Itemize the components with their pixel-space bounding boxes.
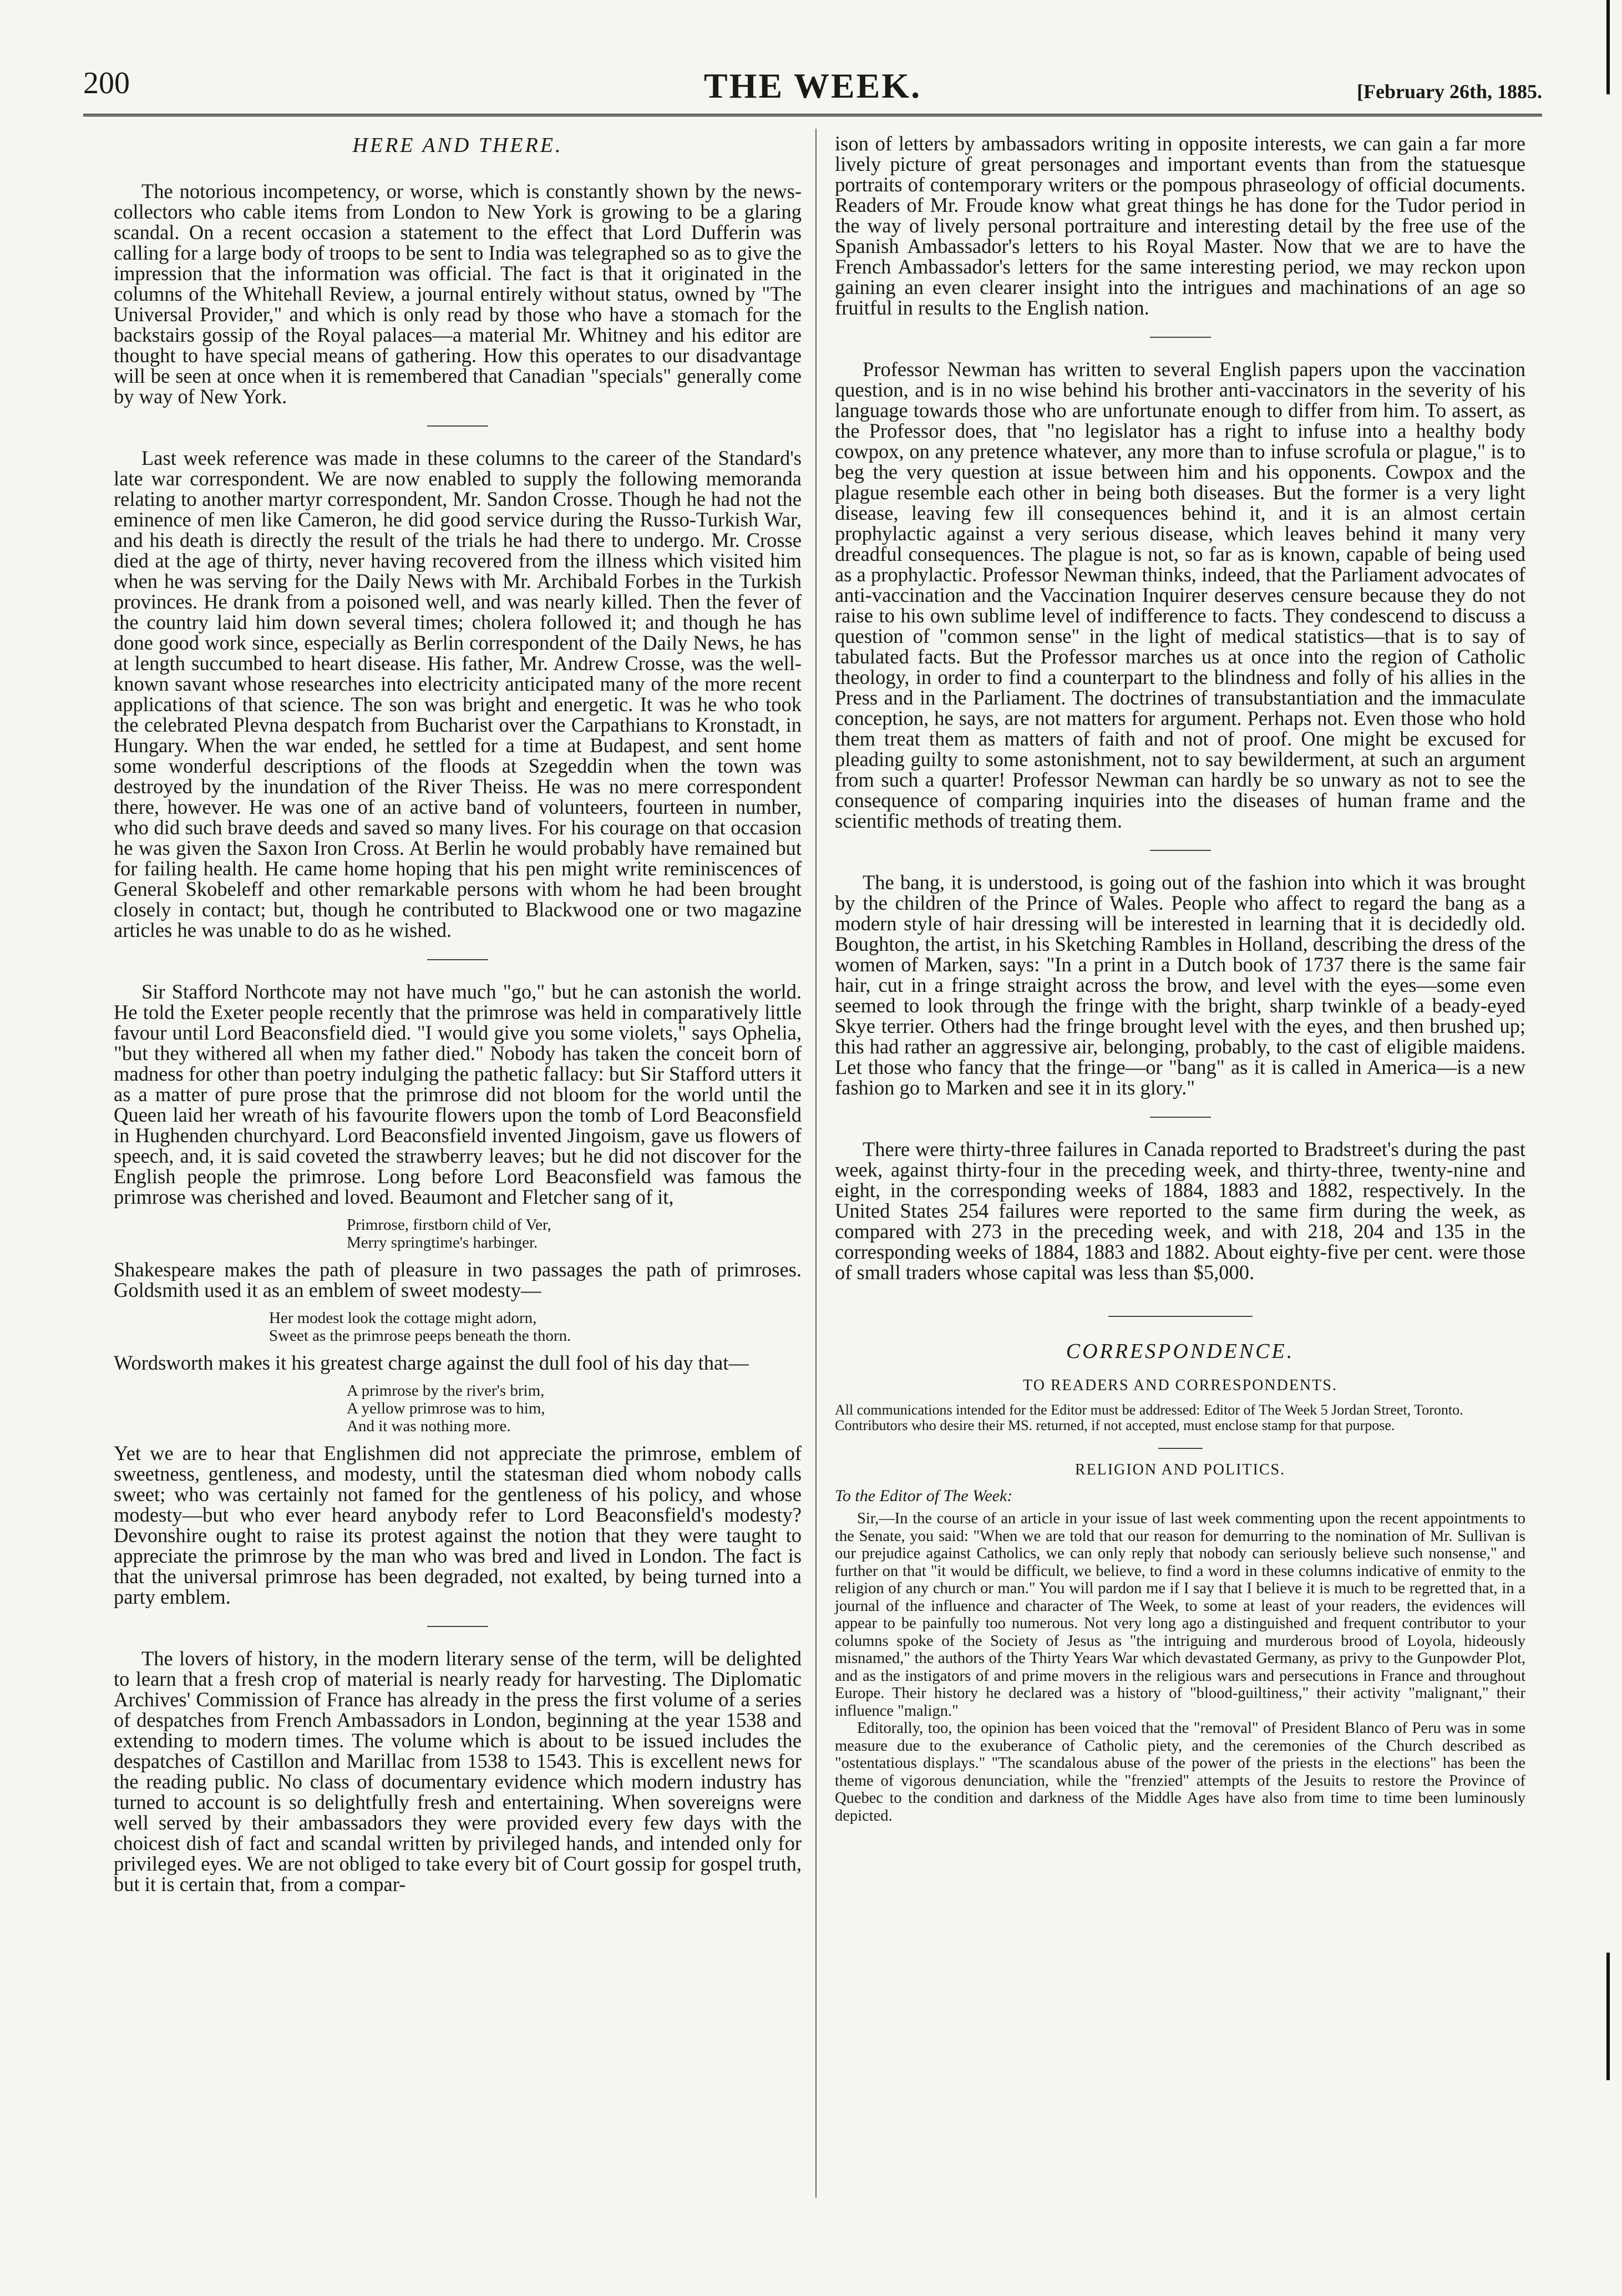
editor-notice: All communications intended for the Editor must be addressed: Editor of The Week 5 Jordan Street, Toronto. (835, 1402, 1463, 1418)
verse-line: Sweet as the primrose peeps beneath the thorn. (269, 1327, 571, 1345)
article-paragraph: The lovers of history, in the modern literary sense of the term, will be delighted to learn that a fresh crop of material is nearly ready for harvesting. The Diplomatic Archives' Commission of France has already in the press the first volume of a series of despatches from French Ambassadors in London, beginning at the year 1538 and extending to modern times. The volume which is about to be issued includes the despatches of Castillon and Marillac from 1538 to 1543. This is excellent news for the reading public. No class of documentary evidence which modern industry has turned to account is so delightfully fresh and entertaining. When sovereigns were well served by their ambassadors they were provided every few days with the choicest dish of fact and scandal written by privileged hands, and intended only for privileged eyes. We are not obliged to take every bit of Court gossip for gospel truth, but it is certain that, from a compar- (114, 1647, 802, 1895)
right-column (835, 133, 1525, 1824)
article-paragraph: The notorious incompetency, or worse, which is constantly shown by the news-collectors who cable items from London to New York is growing to be a glaring scandal. On a recent occasion a statement to the effect that Lord Dufferin was calling for a large body of troops to be sent to India was telegraphed so as to give the impression that the information was official. The fact is that it originated in the columns of the Whitehall Review, a journal entirely without status, owned by "The Universal Provider," and which is only read by those who have a stomach for the backstairs gossip of the Royal palaces—a material Mr. Whitney and his editor are thought to have special means of gathering. How this operates to our disadvantage will be seen at once when it is remembered that Canadian "specials" generally come by way of New York. (114, 180, 802, 408)
letter-paragraph: Editorally, too, the opinion has been voiced that the "removal" of President Blanco of Peru was in some measure due to the exuberance of Catholic piety, and the ceremonies of the Church described as "ostentatious displays." "The scandalous abuse of the power of the priests in the elections" has been the theme of vigorous denunciation, while the "frenzied" attempts of the Jesuits to restore the Province of Quebec to the condition and darkness of the Middle Ages have also from time to time been luminously depicted. (835, 1720, 1525, 1824)
article-paragraph: The bang, it is understood, is going out of the fashion into which it was brought by the children of the Prince of Wales. People who affect to regard the bang as a modern style of hair dressing will be interested in learning that it is decidedly old. Boughton, the artist, in his Sketching Rambles in Holland, describing the dress of the women of Marken, says: "In a print in a Dutch book of 1737 there is the same fair hair, cut in a fringe straight across the brow, and level with the eyes—some even seemed to look through the fringe with the bright, sharp twinkle of a beady-eyed Skye terrier. Others had the fringe brought level with the eyes, and then brushed up; this had rather an aggressive air, belonging, probably, to the cast of eligible maidens. Let those who fancy that the fringe—or "bang" as it is called in America—is a new fashion go to Marken and see it in its glory." (835, 871, 1525, 1099)
article-paragraph: Professor Newman has written to several English papers upon the vaccination question, and is in no wise behind his brother anti-vaccinators in the severity of his language towards those who are unfortunate enough to differ from him. To assert, as the Professor does, that "no legislator has a right to infuse into a healthy body cowpox, on any pretence whatever, any more than to infuse scrofula or plague," is to beg the very question at issue between him and his opponents. Cowpox and the plague resemble each other in being both diseases. But the former is a very light disease, leaving few ill consequences behind it, and it is an almost certain prophylactic against a very serious disease, which leaves behind it many very dreadful consequences. The plague is not, so far as is known, capable of being used as a prophylactic. Professor Newman thinks, indeed, that the Parliament advocates of anti-vaccination and the Vaccination Inquirer deserves censure because they do not raise to his own sublime level of indifference to facts. They condescend to discuss a question of "common sense" in the light of medical statistics—that is to say of tabulated facts. But the Professor marches us at once into the region of Catholic theology, in order to find a counterpart to the blindness and folly of his allies in the Press and in the Parliament. The doctrines of transubstantiation and the immaculate conception, he says, are not matters for argument. Perhaps not. Even those who hold them treat them as matters of faith and not of proof. One might be excused for pleading guilty to some astonishment, not to say bewilderment, at such an argument from such a quarter! Professor Newman can hardly be so unwary as not to see the consequence of comparing inquiries into the diseases of human frame and the scientific methods of treating them. (835, 358, 1525, 832)
section-separator (1158, 1448, 1203, 1449)
left-column (114, 133, 802, 1894)
article-paragraph: Shakespeare makes the path of pleasure in two passages the path of primroses. Goldsmith used it as an emblem of sweet modesty— (114, 1258, 802, 1301)
letter-title: RELIGION AND POLITICS. (1074, 1461, 1286, 1478)
correspondence-subheading: TO READERS AND CORRESPONDENTS. (1023, 1377, 1337, 1394)
section-separator (1150, 337, 1211, 338)
article-paragraph: There were thirty-three failures in Canada reported to Bradstreet's during the past week, against thirty-four in the preceding week, and thirty-three, twenty-nine and eight, in the corresponding weeks of 1884, 1883 and 1882, respectively. In the United States 254 failures were reported to the same firm during the week, as compared with 273 in the preceding week, and with 218, 204 and 135 in the corresponding weeks of 1884, 1883 and 1882. About eighty-five per cent. were those of small traders whose capital was less than $5,000. (835, 1138, 1525, 1284)
verse-line: Merry springtime's harbinger. (347, 1234, 538, 1251)
article-paragraph: Wordsworth makes it his greatest charge against the dull fool of his day that— (114, 1351, 749, 1374)
section-heading: HERE AND THERE. (352, 134, 563, 157)
article-paragraph: Last week reference was made in these columns to the career of the Standard's late war correspondent. We are now enabled to supply the following memoranda relating to another martyr correspondent, Mr. Sandon Crosse. Though he had not the eminence of men like Cameron, he did good service during the Russo-Turkish War, and his death is directly the result of the trials he had there to undergo. Mr. Crosse died at the age of thirty, never having recovered from the illness which visited him when he was serving for the Daily News with Mr. Archibald Forbes in the Turkish provinces. He drank from a poisoned well, and was nearly killed. Then the fever of the country laid him down several times; cholera followed it; and though he has done good work since, especially as Berlin correspondent of the Daily News, he has at length succumbed to heart disease. His father, Mr. Andrew Crosse, was the well-known savant whose researches into electricity anticipated many of the more recent applications of that science. The son was bright and energetic. It was he who took the celebrated Plevna despatch from Bucharist over the Carpathians to Kronstadt, in Hungary. When the war ended, he settled for a time at Budapest, and sent home some wonderful descriptions of the floods at Szegeddin when the town was destroyed by the inundation of the River Theiss. He was no mere correspondent there, however. He was one of an active band of volunteers, fourteen in number, who did such brave deeds and saved so many lives. For his courage on that occasion he was given the Saxon Iron Cross. At Berlin he would probably have remained but for failing health. He came home hoping that his pen might write reminiscences of General Skobeleff and other remarkable persons with whom he had been brought closely in contact; but, though he contributed to Blackwood one or two magazine articles he was unable to do as he wished. (114, 447, 802, 941)
verse-line: Primrose, firstborn child of Ver, (347, 1216, 551, 1234)
verse-quote (347, 1216, 802, 1251)
section-separator (427, 1626, 488, 1627)
page-number: 200 (83, 66, 130, 100)
verse-line: And it was nothing more. (347, 1417, 511, 1435)
correspondence-heading: CORRESPONDENCE. (1066, 1340, 1295, 1363)
column-rule (815, 129, 817, 2198)
section-separator (1150, 1117, 1211, 1118)
journal-title: THE WEEK. (703, 66, 922, 105)
scan-edge-mark (1606, 0, 1610, 94)
scan-edge-mark (1606, 1953, 1610, 2080)
issue-date: [February 26th, 1885. (1357, 80, 1542, 103)
article-paragraph: ison of letters by ambassadors writing in opposite interests, we can gain a far more lively picture of great personages and important events than from the statuesque portraits of contemporary writers or the pompous phraseology of official documents. Readers of Mr. Froude know what great things he has done for the Tudor period in the way of lively personal portraiture and interesting detail by the free use of the Spanish Ambassador's letters to his Royal Master. Now that we are to have the French Ambassador's letters for the same interesting period, we may reckon upon gaining an even clearer insight into the intrigues and machinations of an age so fruitful in results to the English nation. (835, 132, 1525, 319)
contributor-notice: Contributors who desire their MS. returned, if not accepted, must enclose stamp for that purpose. (835, 1417, 1395, 1433)
article-paragraph: Sir Stafford Northcote may not have much "go," but he can astonish the world. He told the Exeter people recently that the primrose was held in comparatively little favour until Lord Beaconsfield died. "I would give you some violets," says Ophelia, "but they withered all when my father died." Nobody has taken the conceit born of madness for other than poetry indulging the pathetic fallacy: but Sir Stafford utters it as a matter of pure prose that the primrose did not bloom for the world until the Queen laid her wreath of his favourite flowers upon the tomb of Lord Beaconsfield in Hughenden churchyard. Lord Beaconsfield invented Jingoism, gave us flowers of speech, and, it is said coveted the strawberry leaves; but he did not discover for the English people the primrose. Long before Lord Beaconsfield was famous the primrose was cherished and loved. Beaumont and Fletcher sang of it, (114, 980, 802, 1208)
article-paragraph: Yet we are to hear that Englishmen did not appreciate the primrose, emblem of sweetness, gentleness, and modesty, until the statesman died whom nobody calls sweet; who was certainly not famed for the gentleness of his policy, and whose modesty—but who ever heard anybody refer to Lord Beaconsfield's modesty? Devonshire ought to raise its protest against the notion that they were taught to appreciate the primrose by the man who was bred and lived in London. The fact is that the universal primrose has been degraded, not exalted, by being turned into a party emblem. (114, 1442, 802, 1608)
header-rule (83, 114, 1542, 116)
verse-line: Her modest look the cottage might adorn, (269, 1309, 537, 1327)
page-header (83, 65, 1542, 115)
verse-line: A primrose by the river's brim, (347, 1382, 545, 1400)
letter-salutation: To the Editor of The Week: (835, 1487, 1013, 1505)
verse-line: A yellow primrose was to him, (347, 1400, 545, 1417)
section-separator (1108, 1316, 1253, 1317)
verse-quote (269, 1309, 802, 1345)
section-separator (427, 425, 488, 427)
section-separator (427, 959, 488, 960)
letter-paragraph: Sir,—In the course of an article in your issue of last week commenting upon the recent appointments to the Senate, you said: "When we are told that our reason for demurring to the nomination of Mr. Sullivan is our prejudice against Catholics, we can only reply that nobody can seriously believe such nonsense," and further on that "it would be difficult, we believe, to find a word in these columns indicative of enmity to the religion of any church or man." You will pardon me if I say that I believe it is much to be regretted that, in a journal of the influence and character of The Week, to some at least of your readers, the evidences will appear to be painfully too numerous. Not very long ago a distinguished and frequent contributor to your columns spoke of the Society of Jesus as "the intriguing and murderous brood of Loyola, hideously misnamed," the authors of the Thirty Years War which devastated Germany, as privy to the Gunpowder Plot, and as the instigators of and prime movers in the religious wars and persecutions in France and throughout Europe. Their history he declared was a history of "blood-guiltiness," their activity "malignant," their influence "malign." (835, 1510, 1525, 1720)
verse-quote (347, 1382, 802, 1435)
section-separator (1150, 850, 1211, 851)
